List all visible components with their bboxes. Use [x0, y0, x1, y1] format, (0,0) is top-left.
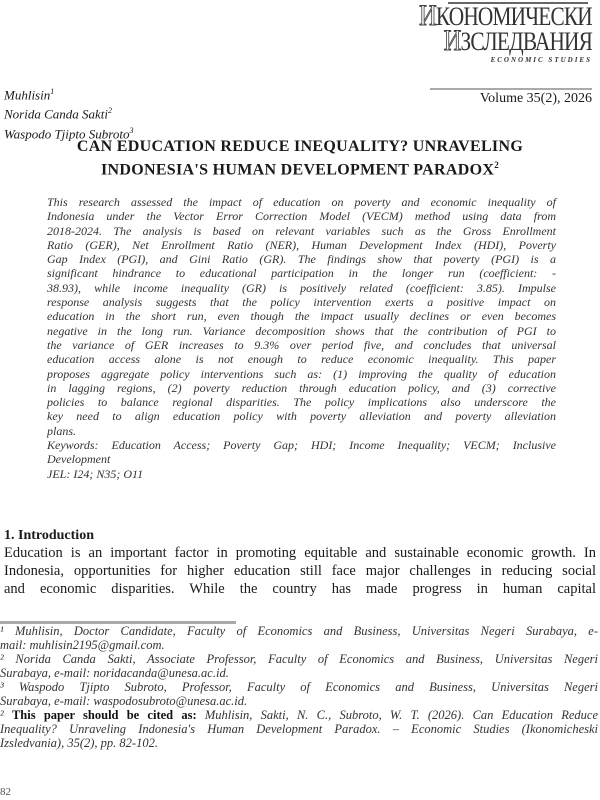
header-divider [430, 88, 592, 90]
paper-title [0, 138, 600, 179]
abstract-line: 38.93), while income inequality (GR) is positively related (coefficient: 3.85). Impulse [47, 280, 556, 295]
author-name: Norida Canda Sakti [4, 106, 109, 122]
author-list [4, 84, 133, 142]
footnote-2-cont: Surabaya, e-mail: noridacanda@unesa.ac.id. [0, 666, 229, 680]
paragraph-line: Education is an important factor in promoting equitable and sustainable economic growth. In [4, 545, 596, 561]
keywords: Keywords: Education Access; Poverty Gap; HDI; Income Inequality; VECM; Inclusive [47, 438, 556, 453]
abstract-body [47, 195, 556, 424]
citation-text-cont: Inequality? Unraveling Indonesia's Human Development Paradox. – Economic Studies (Ikonomicheski [0, 722, 598, 736]
author [4, 103, 133, 122]
citation-footnote [0, 708, 598, 722]
abstract-line: Gap Index (PGI), and Gini Ratio (GR). The findings show that poverty (PGI) is a [47, 252, 556, 267]
abstract-line: Ratio (GER), Net Enrollment Ratio (NER), Human Development Index (HDI), Poverty [47, 237, 556, 252]
footnote-2: ² Norida Canda Sakti, Associate Professor, Faculty of Economics and Business, Universitas Negeri [0, 652, 598, 666]
journal-logo [412, 0, 594, 66]
footnote-mark: 3 [129, 125, 134, 135]
footnote-3: ³ Waspodo Tjipto Subroto, Professor, Faculty of Economics and Business, Universitas Negeri [0, 680, 598, 694]
logo-line-2 [443, 24, 592, 57]
author-name: Muhlisin [4, 87, 51, 103]
footnote-mark: 2 [108, 106, 113, 116]
abstract-line: proposes aggregate policy interventions such as: (1) improving the quality of education [47, 366, 556, 381]
logo-initial: И [419, 0, 437, 32]
abstract-line: 2018-2024. The analysis is based on relevant variables such as the Gross Enrollment [47, 223, 556, 238]
jel-codes: JEL: I24; N35; O11 [47, 466, 144, 481]
introduction-paragraph [4, 544, 596, 598]
abstract-line: negative in the long run. Variance decomposition shows that the contribution of PGI to [47, 323, 556, 338]
abstract-line: in lagging regions, (2) poverty reduction through education policy, and (3) corrective [47, 380, 556, 395]
abstract-line: Indonesia under the Vector Error Correction Model (VECM) method using data from [47, 209, 556, 224]
paragraph-line: and economic disparities. While the country has made progress in human capital [4, 581, 596, 597]
abstract-line: policies to balance regional disparities. The policy implications also underscore the [47, 395, 556, 410]
footnote-1-cont: mail: muhlisin2195@gmail.com. [0, 638, 165, 652]
citation-text: Muhlisin, Sakti, N. C., Subroto, W. T. (2026). Can Education Reduce [204, 708, 598, 722]
abstract-line: education in the short run, even though the impact usually declines or even becomes [47, 309, 556, 324]
logo-initial: И [443, 24, 461, 57]
title-line [0, 156, 600, 179]
author [4, 84, 133, 103]
abstract [47, 195, 556, 481]
abstract-line: significant hindrance to educational participation in the longer run (coefficient: - [47, 266, 556, 281]
title-text: INDONESIA'S HUMAN DEVELOPMENT PARADOX [100, 161, 495, 179]
citation-label: This paper should be cited as: [11, 708, 197, 722]
logo-subtitle: ECONOMIC STUDIES [490, 56, 592, 64]
abstract-line: response analysis suggests that the policy intervention exerts a positive impact on [47, 295, 556, 310]
footnotes [0, 624, 598, 750]
volume-info: Volume 35(2), 2026 [479, 91, 592, 106]
citation-text-end: Izsledvania), 35(2), pp. 82-102. [0, 736, 158, 750]
footnote-3-cont: Surabaya, e-mail: waspodosubroto@unesa.ac.id. [0, 694, 248, 708]
title-line: CAN EDUCATION REDUCE INEQUALITY? UNRAVELING [76, 138, 524, 155]
abstract-line: This research assessed the impact of education on poverty and economic inequality of [47, 195, 556, 209]
footnote-mark: 1 [50, 87, 55, 96]
author-name: Waspodo Tjipto Subroto [4, 125, 130, 141]
paragraph-line: Indonesia, opportunities for higher education still face major challenges in reducing social [4, 563, 596, 579]
logo-word: ЗСЛЕДВАНИЯ [460, 27, 592, 56]
footnote-mark: 2 [494, 160, 499, 170]
logo-word: КОНОМИЧЕСКИ [436, 2, 592, 31]
footnote-1: ¹ Muhlisin, Doctor Candidate, Faculty of Economics and Business, Universitas Negeri Surabaya, e- [0, 624, 598, 638]
section-heading: 1. Introduction [4, 528, 94, 543]
abstract-line: education access alone is not enough to reduce economic inequality. This paper [47, 352, 556, 367]
abstract-line: the variance of GER increases to 9.3% over period five, and concludes that universal [47, 337, 556, 352]
footnote-mark: ² [0, 708, 4, 722]
page-number: 82 [0, 786, 11, 798]
keywords-continued: Development [47, 452, 111, 467]
abstract-line: key need to align education policy with poverty alleviation and poverty alleviation [47, 409, 556, 424]
abstract-line: plans. [47, 423, 77, 438]
